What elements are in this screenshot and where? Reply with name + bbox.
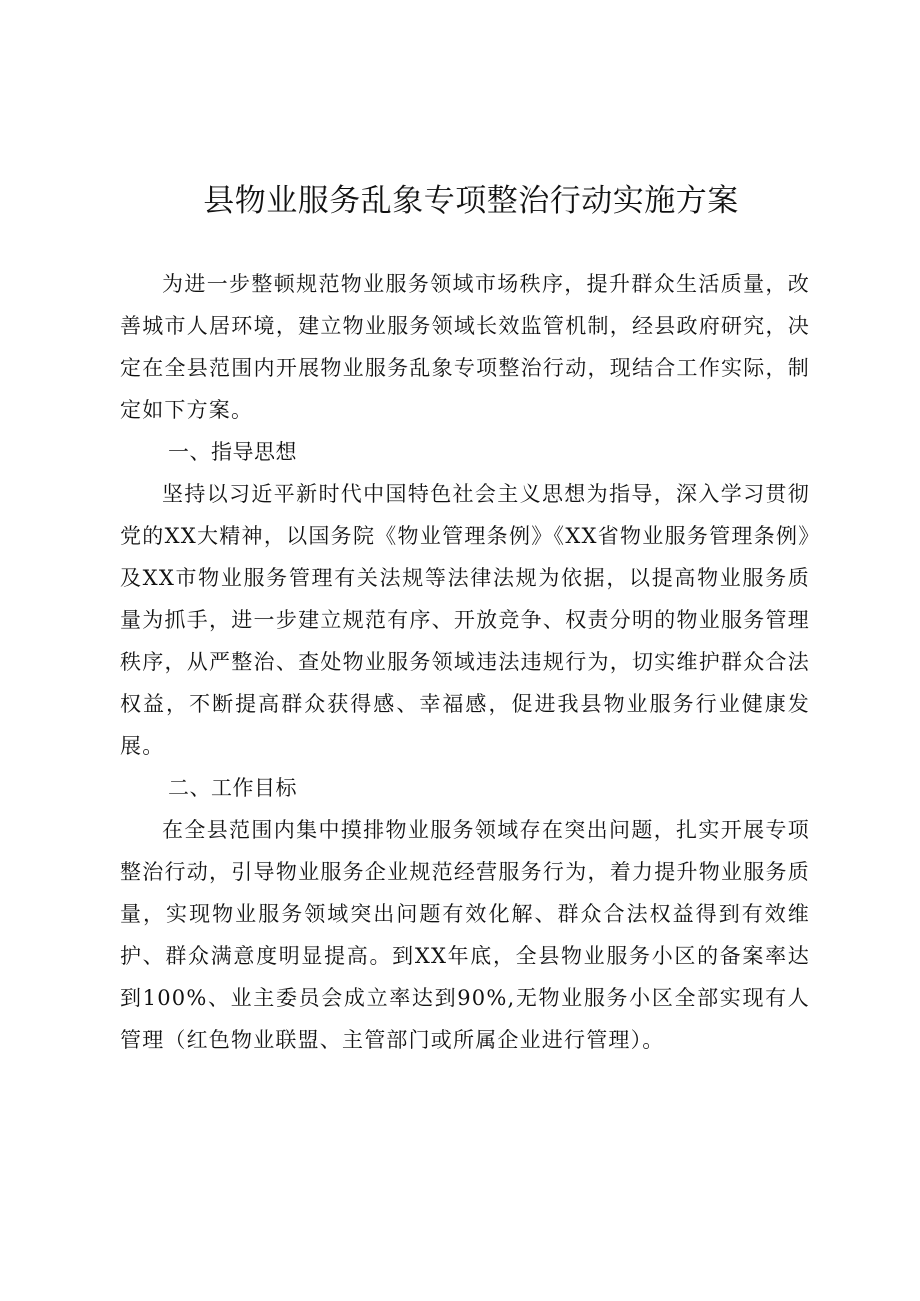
section-heading-work-goals: 二、工作目标 — [168, 776, 297, 800]
section-heading-guiding-ideology: 一、指导思想 — [168, 440, 297, 464]
document-body — [120, 263, 810, 1061]
document-title: 县物业服务乱象专项整治行动实施方案 — [203, 183, 739, 219]
section-body-guiding-ideology: 坚持以习近平新时代中国特色社会主义思想为指导，深入学习贯彻党的XX大精神，以国务院《物业管理条例》《XX省物业服务管理条例》及XX市物业服务管理有关法规等法律法规为依据，以提高物业服务质量为抓手，进一步建立规范有序、开放竞争、权责分明的物业服务管理秩序，从严整治、查处物业服务领域违法违规行为，切实维护群众合法权益，不断提高群众获得感、幸福感，促进我县物业服务行业健康发展。 — [120, 482, 810, 758]
section-body-work-goals: 在全县范围内集中摸排物业服务领域存在突出问题，扎实开展专项整治行动，引导物业服务企业规范经营服务行为，着力提升物业服务质量，实现物业服务领域突出问题有效化解、群众合法权益得到有效维护、群众满意度明显提高。到XX年底，全县物业服务小区的备案率达到100%、业主委员会成立率达到90%,无物业服务小区全部实现有人管理（红色物业联盟、主管部门或所属企业进行管理）。 — [120, 818, 810, 1052]
intro-paragraph: 为进一步整顿规范物业服务领域市场秩序，提升群众生活质量，改善城市人居环境，建立物业服务领域长效监管机制，经县政府研究，决定在全县范围内开展物业服务乱象专项整治行动，现结合工作实际，制定如下方案。 — [120, 272, 810, 422]
